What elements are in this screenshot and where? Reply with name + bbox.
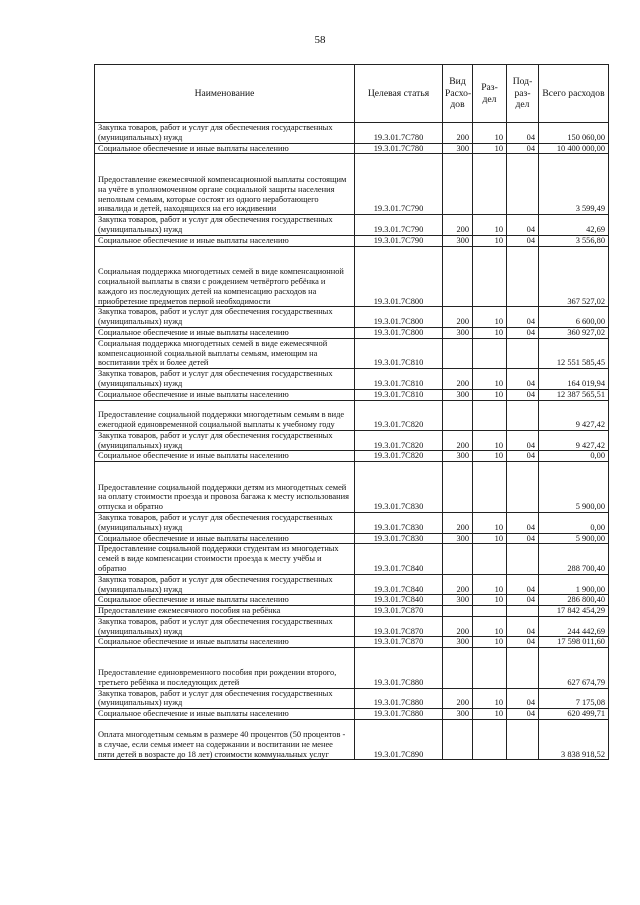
row-expense-type: [443, 720, 473, 760]
row-expense-type: [443, 400, 473, 430]
row-target-article: 19.3.01.7С780: [355, 123, 443, 144]
row-subsection: [507, 400, 539, 430]
row-target-article: 19.3.01.7С820: [355, 400, 443, 430]
row-expense-type: 300: [443, 709, 473, 720]
row-name: Социальное обеспечение и иные выплаты населению: [95, 389, 355, 400]
row-target-article: 19.3.01.7С820: [355, 451, 443, 462]
row-subsection: [507, 338, 539, 368]
row-target-article: 19.3.01.7С790: [355, 154, 443, 215]
row-target-article: 19.3.01.7С830: [355, 533, 443, 544]
table-row: [95, 327, 609, 338]
row-expense-type: 200: [443, 430, 473, 451]
row-section: 10: [473, 123, 507, 144]
row-expense-type: [443, 154, 473, 215]
row-expense-type: 300: [443, 533, 473, 544]
row-expense-type: 300: [443, 595, 473, 606]
row-section: 10: [473, 369, 507, 390]
row-expense-type: 200: [443, 215, 473, 236]
row-total: 9 427,42: [539, 430, 609, 451]
row-subsection: 04: [507, 235, 539, 246]
row-total: 17 842 454,29: [539, 606, 609, 617]
row-target-article: 19.3.01.7С820: [355, 430, 443, 451]
row-total: 7 175,08: [539, 688, 609, 709]
row-total: 17 598 011,60: [539, 637, 609, 648]
row-section: 10: [473, 235, 507, 246]
page-number: 58: [314, 34, 326, 46]
row-total: 627 674,79: [539, 648, 609, 688]
row-total: 150 060,00: [539, 123, 609, 144]
row-expense-type: 300: [443, 637, 473, 648]
row-name: Закупка товаров, работ и услуг для обеспечения государственных (муниципальных) нужд: [95, 512, 355, 533]
row-total: 3 599,49: [539, 154, 609, 215]
row-section: 10: [473, 389, 507, 400]
row-section: 10: [473, 533, 507, 544]
row-name: Закупка товаров, работ и услуг для обеспечения государственных (муниципальных) нужд: [95, 215, 355, 236]
row-expense-type: 300: [443, 451, 473, 462]
row-section: 10: [473, 143, 507, 154]
row-subsection: 04: [507, 533, 539, 544]
row-expense-type: 300: [443, 327, 473, 338]
row-expense-type: 300: [443, 235, 473, 246]
row-name: Социальное обеспечение и иные выплаты населению: [95, 595, 355, 606]
table-row: [95, 143, 609, 154]
row-section: 10: [473, 430, 507, 451]
row-name: Предоставление единовременного пособия при рождении второго, третьего ребёнка и последующих детей: [95, 648, 355, 688]
row-subsection: 04: [507, 574, 539, 595]
row-section: [473, 648, 507, 688]
table-row: [95, 512, 609, 533]
row-total: 0,00: [539, 512, 609, 533]
row-section: [473, 400, 507, 430]
row-name: Закупка товаров, работ и услуг для обеспечения государственных (муниципальных) нужд: [95, 369, 355, 390]
table-row: [95, 307, 609, 328]
row-section: 10: [473, 574, 507, 595]
table-row: [95, 533, 609, 544]
row-target-article: 19.3.01.7С830: [355, 512, 443, 533]
row-section: [473, 246, 507, 307]
row-subsection: 04: [507, 327, 539, 338]
row-section: [473, 462, 507, 513]
table-row: [95, 215, 609, 236]
row-total: 367 527,02: [539, 246, 609, 307]
row-section: 10: [473, 327, 507, 338]
row-total: 288 700,40: [539, 544, 609, 574]
row-section: 10: [473, 512, 507, 533]
row-expense-type: [443, 606, 473, 617]
header-name: Наименование: [95, 65, 355, 123]
row-name: Закупка товаров, работ и услуг для обеспечения государственных (муниципальных) нужд: [95, 616, 355, 637]
row-total: 286 800,40: [539, 595, 609, 606]
header-total: Всего расходов: [539, 65, 609, 123]
row-section: [473, 338, 507, 368]
row-expense-type: 300: [443, 389, 473, 400]
table-row: [95, 451, 609, 462]
row-total: 9 427,42: [539, 400, 609, 430]
row-subsection: 04: [507, 307, 539, 328]
row-name: Социальное обеспечение и иные выплаты населению: [95, 533, 355, 544]
row-expense-type: 200: [443, 369, 473, 390]
table-row: [95, 123, 609, 144]
row-target-article: 19.3.01.7С840: [355, 574, 443, 595]
row-expense-type: [443, 544, 473, 574]
row-section: 10: [473, 616, 507, 637]
table-row: [95, 369, 609, 390]
row-total: 1 900,00: [539, 574, 609, 595]
row-section: 10: [473, 637, 507, 648]
row-expense-type: 200: [443, 307, 473, 328]
row-expense-type: 200: [443, 574, 473, 595]
row-subsection: 04: [507, 709, 539, 720]
row-section: 10: [473, 709, 507, 720]
table-row: [95, 616, 609, 637]
row-subsection: 04: [507, 389, 539, 400]
row-subsection: [507, 720, 539, 760]
row-target-article: 19.3.01.7С880: [355, 688, 443, 709]
table-row: [95, 389, 609, 400]
row-target-article: 19.3.01.7С870: [355, 637, 443, 648]
table-row: [95, 338, 609, 368]
row-expense-type: 200: [443, 123, 473, 144]
row-name: Предоставление социальной поддержки многодетным семьям в виде ежегодной единовременной социальной выплаты к учебному году: [95, 400, 355, 430]
row-subsection: 04: [507, 215, 539, 236]
row-total: 3 556,80: [539, 235, 609, 246]
row-target-article: 19.3.01.7С890: [355, 720, 443, 760]
row-target-article: 19.3.01.7С780: [355, 143, 443, 154]
row-section: [473, 544, 507, 574]
row-name: Социальное обеспечение и иные выплаты населению: [95, 709, 355, 720]
row-name: Предоставление социальной поддержки студентам из многодетных семей в виде компенсации стоимости проезда к месту учёбы и обратно: [95, 544, 355, 574]
row-section: 10: [473, 307, 507, 328]
row-name: Закупка товаров, работ и услуг для обеспечения государственных (муниципальных) нужд: [95, 430, 355, 451]
row-subsection: [507, 154, 539, 215]
row-target-article: 19.3.01.7С880: [355, 648, 443, 688]
row-total: 6 600,00: [539, 307, 609, 328]
header-target-article: Целевая статья: [355, 65, 443, 123]
row-total: 12 551 585,45: [539, 338, 609, 368]
row-section: [473, 720, 507, 760]
table-row: [95, 637, 609, 648]
row-expense-type: [443, 246, 473, 307]
row-name: Закупка товаров, работ и услуг для обеспечения государственных (муниципальных) нужд: [95, 123, 355, 144]
table-row: [95, 544, 609, 574]
table-row: [95, 400, 609, 430]
row-expense-type: 200: [443, 688, 473, 709]
row-subsection: 04: [507, 430, 539, 451]
row-subsection: 04: [507, 688, 539, 709]
row-total: 5 900,00: [539, 462, 609, 513]
table-row: [95, 688, 609, 709]
row-total: 3 838 918,52: [539, 720, 609, 760]
row-expense-type: 300: [443, 143, 473, 154]
header-row: [95, 65, 609, 123]
row-expense-type: [443, 462, 473, 513]
row-total: 10 400 000,00: [539, 143, 609, 154]
row-target-article: 19.3.01.7С870: [355, 606, 443, 617]
row-target-article: 19.3.01.7С810: [355, 338, 443, 368]
row-target-article: 19.3.01.7С800: [355, 327, 443, 338]
table-row: [95, 595, 609, 606]
row-subsection: [507, 544, 539, 574]
row-target-article: 19.3.01.7С800: [355, 246, 443, 307]
row-target-article: 19.3.01.7С870: [355, 616, 443, 637]
header-expense-type: Вид Расхо- дов: [443, 65, 473, 123]
table-body: [95, 123, 609, 760]
row-expense-type: [443, 648, 473, 688]
row-subsection: 04: [507, 616, 539, 637]
header-section: Раз- дел: [473, 65, 507, 123]
row-name: Предоставление ежемесячной компенсационной выплаты состоящим на учёте в уполномоченном органе социальной защиты населения неполным семьям, которые состоят из одного неработающего инвалида и детей, находящихся на его иждивении: [95, 154, 355, 215]
row-target-article: 19.3.01.7С810: [355, 389, 443, 400]
row-section: [473, 154, 507, 215]
row-subsection: 04: [507, 512, 539, 533]
table-row: [95, 709, 609, 720]
row-name: Социальное обеспечение и иные выплаты населению: [95, 637, 355, 648]
row-total: 0,00: [539, 451, 609, 462]
table-row: [95, 430, 609, 451]
row-target-article: 19.3.01.7С790: [355, 235, 443, 246]
row-target-article: 19.3.01.7С880: [355, 709, 443, 720]
row-section: 10: [473, 451, 507, 462]
row-name: Социальная поддержка многодетных семей в виде компенсационной социальной выплаты в связи с рождением четвёртого ребёнка и каждого из последующих детей на компенсацию расходов на приобретение предметов первой необходимости: [95, 246, 355, 307]
row-name: Социальное обеспечение и иные выплаты населению: [95, 235, 355, 246]
row-subsection: 04: [507, 451, 539, 462]
table-row: [95, 648, 609, 688]
table-row: [95, 606, 609, 617]
row-subsection: 04: [507, 143, 539, 154]
table-row: [95, 462, 609, 513]
row-name: Закупка товаров, работ и услуг для обеспечения государственных (муниципальных) нужд: [95, 688, 355, 709]
row-section: 10: [473, 595, 507, 606]
row-target-article: 19.3.01.7С790: [355, 215, 443, 236]
row-total: 244 442,69: [539, 616, 609, 637]
row-name: Социальное обеспечение и иные выплаты населению: [95, 327, 355, 338]
row-target-article: 19.3.01.7С810: [355, 369, 443, 390]
row-name: Закупка товаров, работ и услуг для обеспечения государственных (муниципальных) нужд: [95, 574, 355, 595]
header-subsection: Под- раз- дел: [507, 65, 539, 123]
row-expense-type: 200: [443, 512, 473, 533]
table-row: [95, 154, 609, 215]
row-target-article: 19.3.01.7С840: [355, 544, 443, 574]
row-subsection: [507, 246, 539, 307]
row-subsection: 04: [507, 369, 539, 390]
row-section: [473, 606, 507, 617]
row-subsection: [507, 648, 539, 688]
row-name: Предоставление ежемесячного пособия на ребёнка: [95, 606, 355, 617]
row-total: 164 019,94: [539, 369, 609, 390]
row-total: 42,69: [539, 215, 609, 236]
table-row: [95, 720, 609, 760]
row-section: 10: [473, 688, 507, 709]
row-total: 360 927,02: [539, 327, 609, 338]
row-name: Социальное обеспечение и иные выплаты населению: [95, 451, 355, 462]
row-section: 10: [473, 215, 507, 236]
row-subsection: [507, 462, 539, 513]
row-target-article: 19.3.01.7С800: [355, 307, 443, 328]
row-target-article: 19.3.01.7С840: [355, 595, 443, 606]
row-total: 620 499,71: [539, 709, 609, 720]
row-name: Социальное обеспечение и иные выплаты населению: [95, 143, 355, 154]
row-subsection: 04: [507, 123, 539, 144]
row-name: Социальная поддержка многодетных семей в виде ежемесячной компенсационной социальной выплаты семьям, имеющим на воспитании трёх и более детей: [95, 338, 355, 368]
row-total: 5 900,00: [539, 533, 609, 544]
row-name: Закупка товаров, работ и услуг для обеспечения государственных (муниципальных) нужд: [95, 307, 355, 328]
table-row: [95, 235, 609, 246]
row-expense-type: 200: [443, 616, 473, 637]
table-row: [95, 246, 609, 307]
row-expense-type: [443, 338, 473, 368]
row-subsection: 04: [507, 595, 539, 606]
row-total: 12 387 565,51: [539, 389, 609, 400]
row-subsection: 04: [507, 637, 539, 648]
budget-table: [94, 64, 609, 760]
row-name: Оплата многодетным семьям в размере 40 процентов (50 процентов - в случае, если семья имеет на содержании и воспитании не менее пяти детей в возрасте до 18 лет) стоимости коммунальных услуг: [95, 720, 355, 760]
row-name: Предоставление социальной поддержки детям из многодетных семей на оплату стоимости проезда и провоза багажа к месту использования отпуска и обратно: [95, 462, 355, 513]
row-subsection: [507, 606, 539, 617]
table-row: [95, 574, 609, 595]
row-target-article: 19.3.01.7С830: [355, 462, 443, 513]
